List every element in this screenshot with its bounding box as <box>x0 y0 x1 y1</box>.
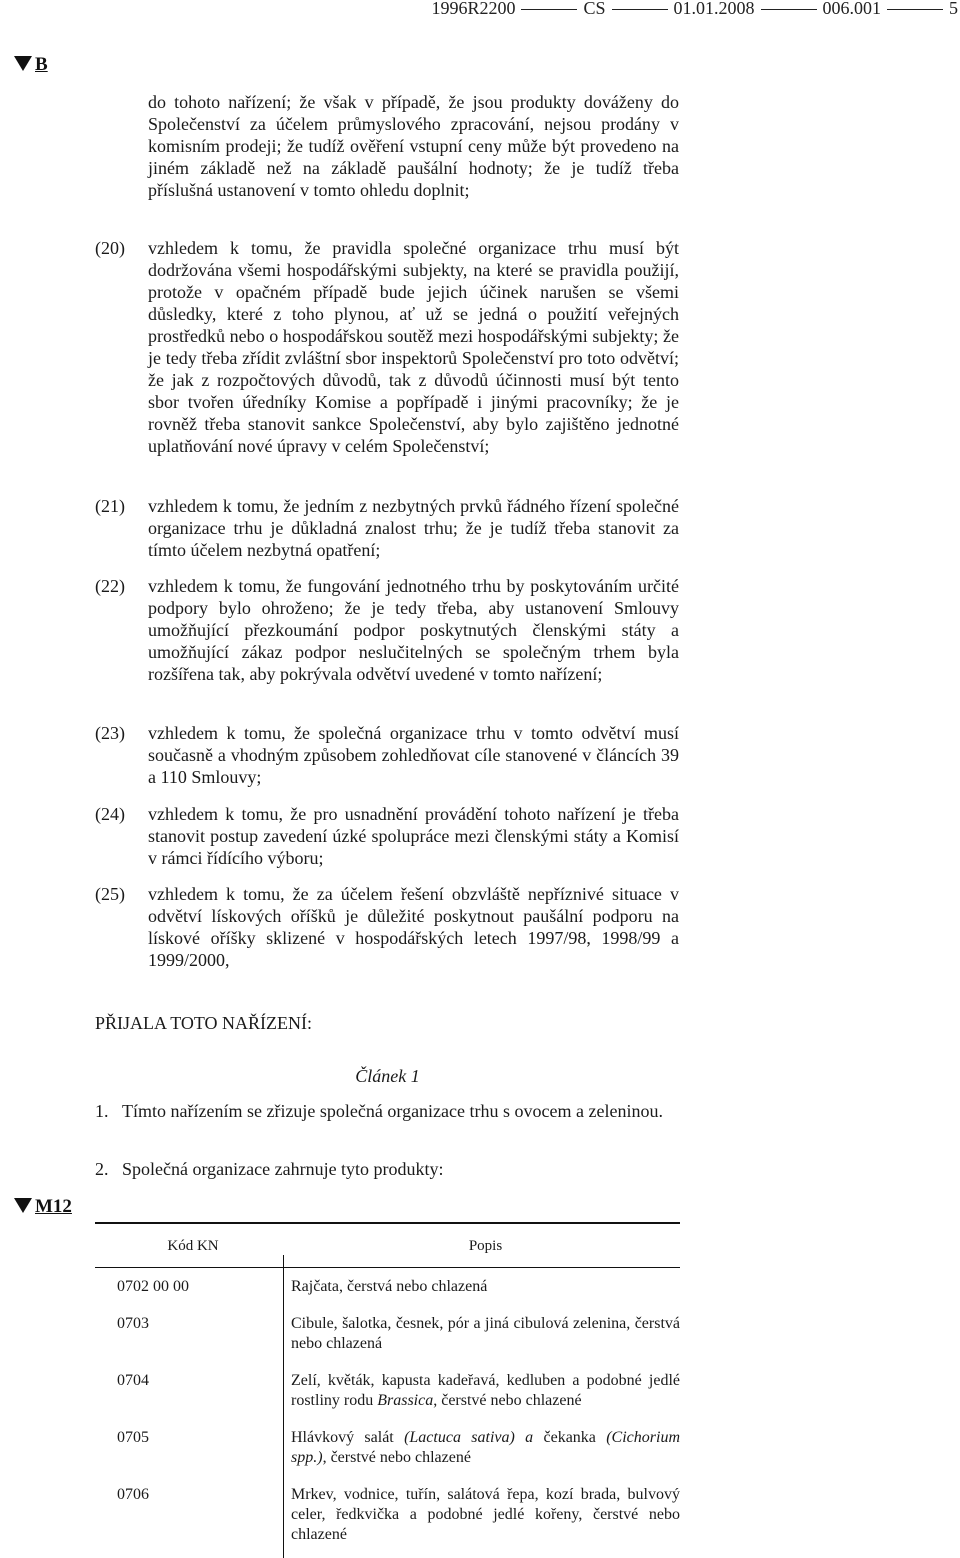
recital-21 <box>95 495 679 561</box>
cn-code: 0706 <box>117 1486 149 1503</box>
column-header-description: Popis <box>291 1223 680 1268</box>
product-description: Mrkev, vodnice, tuřín, salátová řepa, kozí brada, bulvový celer, ředkvička a podobné jedlé kořeny, čerstvé nebo chlazené <box>291 1486 680 1543</box>
recital-text: vzhledem k tomu, že jedním z nezbytných prvků řádného řízení společné organizace trhu je důkladná znalost trhu; že je tudíž třeba stanovit za tímto účelem nezbytná opatření; <box>148 496 679 560</box>
recital-23 <box>95 722 679 788</box>
doc-id: 1996R2200 <box>431 0 516 18</box>
recital-text: vzhledem k tomu, že fungování jednotného trhu by poskytováním určité podpory bylo ohroženo; že je tedy třeba, aby ustanovení Smlouvy umožňující přezkoumání podpor poskytnutých členskými státy a umožňující zákaz podpor neslučitelných se společným trhem byla rozšířena tak, aby pokrývala odvětví uvedené v tomto nařízení; <box>148 576 679 684</box>
product-description: Cibule, šalotka, česnek, pór a jiná cibulová zelenina, čerstvá nebo chlazená <box>291 1315 680 1352</box>
article-paragraph-2 <box>95 1158 679 1180</box>
cn-code: 0703 <box>117 1315 149 1332</box>
recital-text: vzhledem k tomu, že společná organizace trhu v tomto odvětví musí současně a vhodným způsobem zohledňovat cíle stanovené v článcích 39 a 110 Smlouvy; <box>148 723 679 787</box>
header-rule <box>521 9 577 10</box>
table-row <box>95 1297 680 1354</box>
triangle-down-icon <box>14 56 32 71</box>
header-rule <box>612 9 668 10</box>
description-italic: Brassica <box>377 1392 434 1409</box>
header-rule <box>761 9 817 10</box>
description-part: čekanka <box>533 1429 607 1446</box>
paragraph-number: 1. <box>95 1101 109 1121</box>
amendment-marker-b[interactable] <box>14 54 48 76</box>
cn-code: 0704 <box>117 1372 149 1389</box>
recital-text: vzhledem k tomu, že pravidla společné organizace trhu musí být dodržována všemi hospodářskými subjekty, na které se pravidla použijí, protože v opačném případě bude jejich účinek narušen se všemi důsledky, které z toho plynou, ať už se jedná o použití veřejných prostředků nebo o hospodářskou soutěž mezi hospodářskými subjekty; že je tedy třeba zřídit zvláštní sbor inspektorů Společenství pro toto odvětví; že jak z rozpočtových důvodů, tak z důvodů účinnosti musí být tento sbor tvořen úředníky Komise a popřípadě i jinými pracovníky; že je rovněž třeba stanovit sankce Společenství, aby bylo zajištěno jednotné uplatňování nové úpravy v celém Společenství; <box>148 238 679 456</box>
description-italic: (Cichorium spp.) <box>291 1429 680 1466</box>
recital-25 <box>95 883 679 971</box>
product-description <box>291 1354 680 1411</box>
table-row <box>95 1268 680 1298</box>
table-row <box>95 1411 680 1468</box>
column-header-code: Kód KN <box>95 1223 291 1268</box>
article-paragraph-1 <box>95 1100 679 1122</box>
paragraph-number: 2. <box>95 1159 109 1179</box>
product-table <box>95 1222 680 1545</box>
description-part: Zelí, květák, kapusta kadeřavá, kedluben a podobné jedlé rostliny rodu <box>291 1372 680 1409</box>
recital-number: (24) <box>95 804 125 824</box>
table-column-divider <box>283 1255 284 1558</box>
running-header <box>0 0 960 16</box>
cn-code: 0702 00 00 <box>117 1278 189 1295</box>
doc-date: 01.01.2008 <box>673 0 755 18</box>
amendment-label: M12 <box>35 1196 72 1217</box>
recital-20 <box>95 237 679 457</box>
recital-number: (20) <box>95 238 125 258</box>
recital-22 <box>95 575 679 685</box>
table-row <box>95 1468 680 1545</box>
recital-24 <box>95 803 679 869</box>
adoption-statement: PŘIJALA TOTO NAŘÍZENÍ: <box>95 1013 313 1033</box>
cn-code: 0705 <box>117 1429 149 1446</box>
table-row <box>95 1354 680 1411</box>
page-number: 5 <box>949 0 958 18</box>
paragraph-text: Tímto nařízením se zřizuje společná organizace trhu s ovocem a zeleninou. <box>122 1101 663 1121</box>
description-part: Hlávkový salát <box>291 1429 405 1446</box>
amendment-marker-m12[interactable] <box>14 1196 72 1218</box>
table-header-row <box>95 1223 680 1268</box>
doc-lang: CS <box>583 0 606 18</box>
recital-number: (21) <box>95 496 125 516</box>
recital-number: (25) <box>95 884 125 904</box>
doc-version: 006.001 <box>822 0 881 18</box>
recital-text: vzhledem k tomu, že pro usnadnění provádění tohoto nařízení je třeba stanovit postup zavedení úzké spolupráce mezi členskými státy a Komisí v rámci řídícího výboru; <box>148 804 679 868</box>
recital-number: (22) <box>95 576 125 596</box>
article-title: Článek 1 <box>355 1066 420 1086</box>
recital-number: (23) <box>95 723 125 743</box>
description-italic: (Lactuca sativa) a <box>404 1429 534 1446</box>
paragraph-text: Společná organizace zahrnuje tyto produkty: <box>122 1159 444 1179</box>
header-rule <box>887 9 943 10</box>
description-part: , čerstvé nebo chlazené <box>433 1392 582 1409</box>
description-part: , čerstvé nebo chlazené <box>322 1449 471 1466</box>
amendment-label: B <box>35 54 48 75</box>
recital-text: vzhledem k tomu, že za účelem řešení obzvláště nepříznivé situace v odvětví lískových oříšků je důležité poskytnout paušální podporu na lískové oříšky sklizené v hospodářských letech 1997/98, 1998/99 a 1999/2000, <box>148 884 679 970</box>
product-description: Rajčata, čerstvá nebo chlazená <box>291 1278 488 1295</box>
triangle-down-icon <box>14 1198 32 1213</box>
product-description <box>291 1411 680 1468</box>
recital-continuation: do tohoto nařízení; že však v případě, že jsou produkty dováženy do Společenství za účelem průmyslového zpracování, nejsou prodány v komisním prodeji; že tudíž ověření vstupní ceny může být provedeno na jiném základě než na základě paušální hodnoty; že je tudíž třeba příslušná ustanovení v tomto ohledu doplnit; <box>148 92 679 200</box>
